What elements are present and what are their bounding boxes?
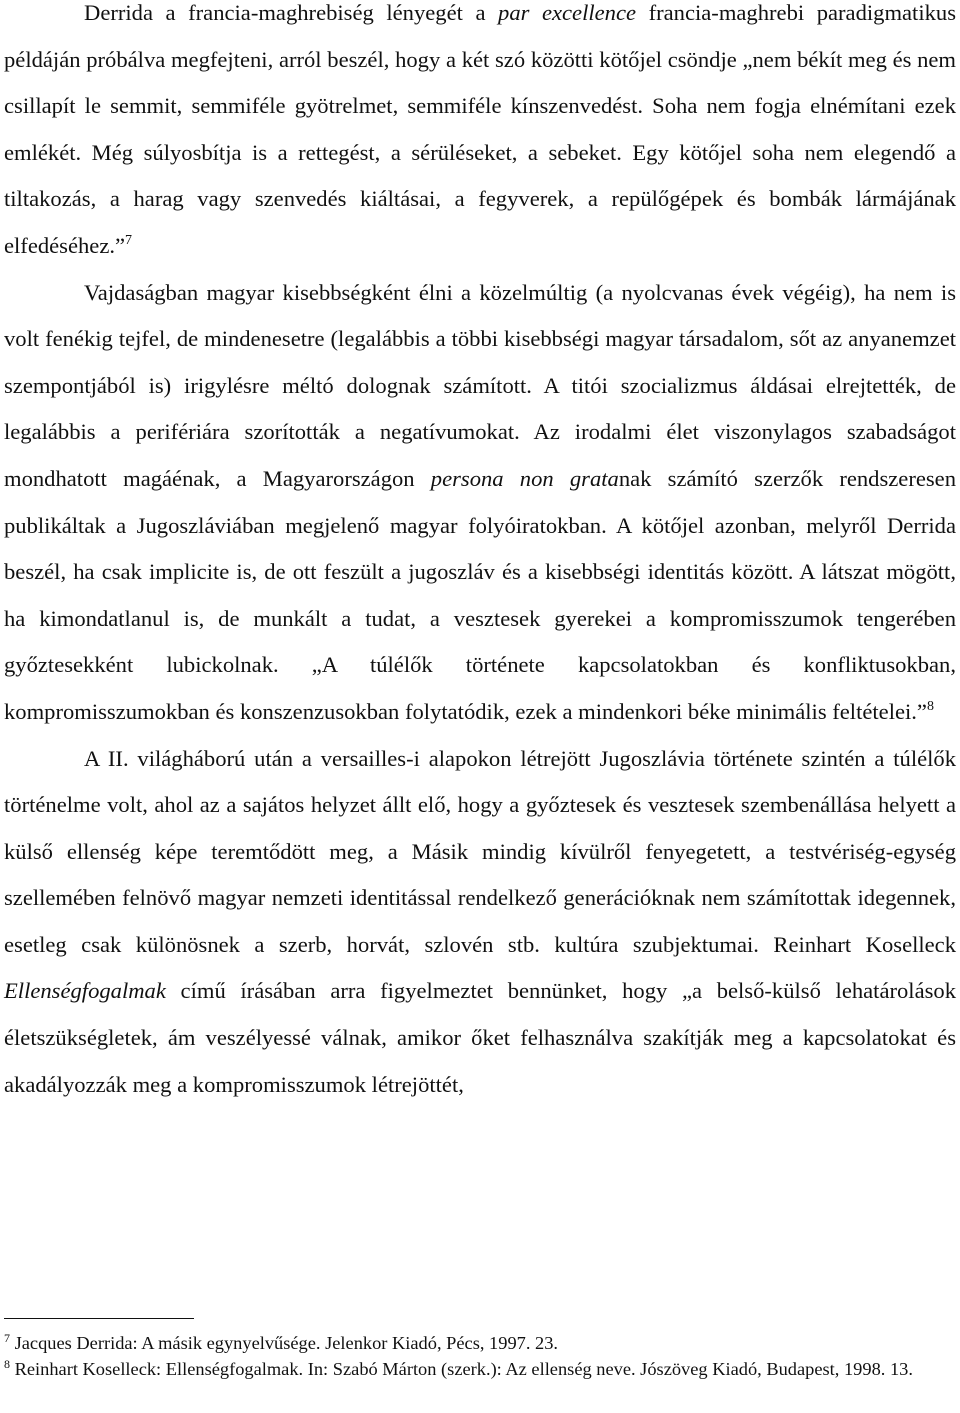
paragraph-3 <box>4 736 956 1109</box>
footnotes <box>4 1330 956 1382</box>
footnote-divider <box>4 1318 194 1319</box>
italic-run: persona non grata <box>430 465 619 491</box>
footnote-8-number: 8 <box>4 1357 10 1371</box>
footnote-7-number: 7 <box>4 1331 10 1345</box>
footnote-7-text: Jacques Derrida: A másik egynyelvűsége. Jelenkor Kiadó, Pécs, 1997. 23. <box>10 1333 559 1353</box>
footnote-reference: 7 <box>125 232 133 248</box>
paragraph-1 <box>4 0 956 270</box>
text-run: című írásában arra figyelmeztet bennünket, hogy „a belső-külső lehatárolások életszükségletek, ám veszélyessé válnak, amikor őket felhasználva szakítják meg a kapcsolatokat és akadályozzák meg a kompromisszumok létrejöttét, <box>4 978 956 1097</box>
text-run: francia-maghrebi paradigmatikus példáján próbálva megfejteni, arról beszél, hogy a két szó közötti kötőjel csöndje „nem békít meg és nem csillapít le semmit, semmiféle gyötrelmet, semmiféle kínszenvedést. Soha nem fogja elnémítani ezek emlékét. Még súlyosbítja is a rettegést, a sérüléseket, a sebeket. Egy kötőjel soha nem elegendő a tiltakozás, a harag vagy szenvedés kiáltásai, a fegyverek, a repülőgépek és bombák lármájának elfedéséhez.” <box>4 0 956 258</box>
footnote-reference: 8 <box>926 698 934 714</box>
page-body <box>4 0 956 1108</box>
text-run: A II. világháború után a versailles-i alapokon létrejött Jugoszlávia története szintén a túlélők történelme volt, ahol az a sajátos helyzet állt elő, hogy a győztesek és vesztesek szembenállása helyett a külső ellenség képe teremtődött meg, a Másik mindig kívülről fenyegetett, a testvériség-egység szellemében felnövő magyar nemzeti identitással rendelkező generációknak nem számítottak idegennek, esetleg csak különösnek a szerb, horvát, szlovén stb. kultúra szubjektumai. Reinhart Koselleck <box>4 745 956 957</box>
text-run: Vajdaságban magyar kisebbségként élni a közelmúltig (a nyolcvanas évek végéig), ha nem is volt fenékig tejfel, de mindenesetre (legalábbis a többi kisebbségi magyar társadalom, sőt az anyanemzet szempontjából is) irigylésre méltó dolognak számított. A titói szocializmus áldásai elrejtették, de legalábbis a perifériára szorították a negatívumokat. Az irodalmi élet viszonylagos szabadságot mondhatott magáénak, a Magyarországon <box>4 279 956 491</box>
italic-run: Ellenségfogalmak <box>4 978 166 1004</box>
paragraph-2 <box>4 270 956 736</box>
text-run: Derrida a francia-maghrebiség lényegét a <box>84 0 499 25</box>
text-run: nak számító szerzők rendszeresen publikáltak a Jugoszláviában megjelenő magyar folyóiratokban. A kötőjel azonban, melyről Derrida beszél, ha csak implicite is, de ott feszült a jugoszláv és a kisebbségi identitás között. A látszat mögött, ha kimondatlanul is, de munkált a tudat, a vesztesek gyerekei a kompromisszumok tengerében győztesekként lubickolnak. „A túlélők története kapcsolatokban és konfliktusokban, kompromisszumokban és konszenzusokban folytatódik, ezek a mindenkori béke minimális feltételei.” <box>4 465 956 724</box>
footnote-8 <box>4 1356 956 1382</box>
italic-run: par excellence <box>498 0 637 25</box>
main-text <box>4 0 956 1108</box>
footnote-8-text: Reinhart Koselleck: Ellenségfogalmak. In: Szabó Márton (szerk.): Az ellenség neve. Jószöveg Kiadó, Budapest, 1998. 13. <box>10 1359 913 1379</box>
footnote-7 <box>4 1330 956 1356</box>
